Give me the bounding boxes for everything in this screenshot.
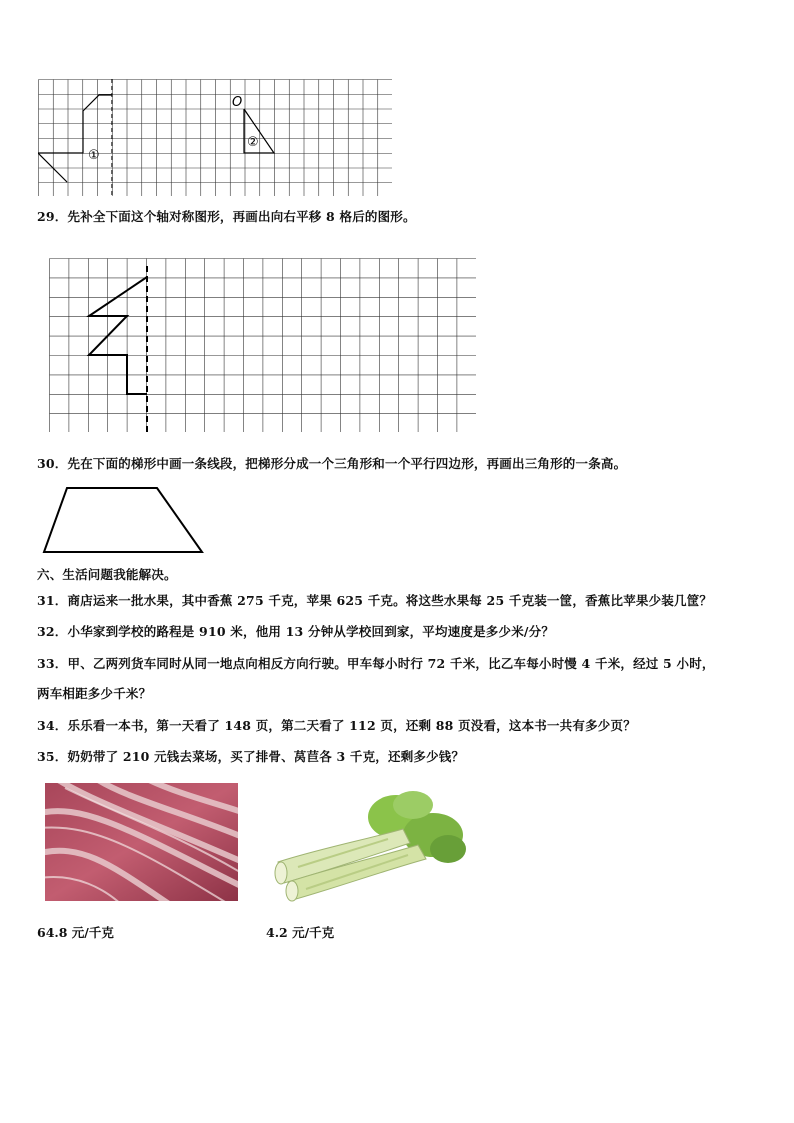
question-34: 34．乐乐看一本书，第一天看了 148 页，第二天看了 112 页，还剩 88 页没看，这本书一共有多少页？ — [37, 718, 636, 733]
point-o: O — [232, 95, 243, 110]
section-six-heading: 六、生活问题我能解决。 — [37, 567, 177, 582]
question-32: 32．小华家到学校的路程是 910 米，他用 13 分钟从学校回到家，平均速度是多少米/分？ — [37, 624, 555, 639]
question-33-continued: 两车相距多少千米？ — [37, 686, 152, 701]
question-35: 35．奶奶带了 210 元钱去菜场，买了排骨、莴苣各 3 千克，还剩多少钱？ — [37, 749, 465, 764]
marker-1: ① — [88, 148, 100, 163]
question-31: 31．商店运来一批水果，其中香蕉 275 千克，苹果 625 千克。将这些水果每 25 千克装一筐，香蕉比苹果少装几筐？ — [37, 593, 713, 608]
ribs-image — [45, 783, 238, 901]
question-33: 33．甲、乙两列货车同时从同一地点向相反方向行驶。甲车每小时行 72 千米，比乙车每小时慢 4 千米，经过 5 小时， — [37, 656, 715, 671]
axial-symmetry-grid — [49, 258, 479, 434]
symmetry-grid-figure — [38, 79, 394, 197]
trapezoid-figure — [40, 482, 206, 558]
question-29: 29．先补全下面这个轴对称图形，再画出向右平移 8 格后的图形。 — [37, 209, 416, 224]
shape-1-tail — [38, 153, 67, 182]
half-figure — [89, 277, 147, 394]
lettuce-price: 4.2 元/千克 — [266, 925, 335, 940]
marker-2: ② — [247, 135, 259, 150]
lettuce-image — [268, 787, 468, 902]
ribs-price: 64.8 元/千克 — [37, 925, 114, 940]
question-30: 30．先在下面的梯形中画一条线段，把梯形分成一个三角形和一个平行四边形，再画出三角形的一条高。 — [37, 456, 627, 471]
